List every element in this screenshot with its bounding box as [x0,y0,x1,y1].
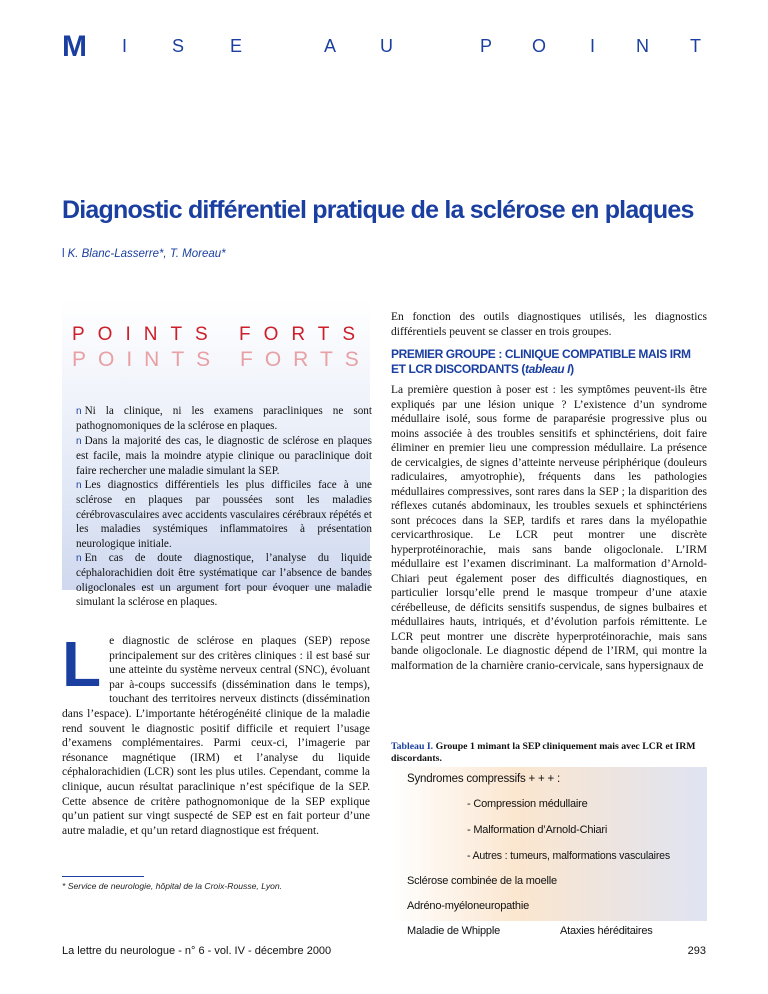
table-label: Tableau I. [391,741,434,752]
table-row: Sclérose combinée de la moelle [407,875,557,887]
intro-paragraph [62,628,370,838]
table-row: - Compression médullaire [467,798,588,810]
right-column-intro [391,310,707,339]
authors [62,248,226,260]
points-forts-heading: POINTS FORTS [72,324,369,345]
section-header [62,30,702,63]
table-row: Syndromes compressifs + + + : [407,773,561,785]
header-letter: I [590,36,596,56]
bullet-icon: n [76,480,82,492]
header-letter: P [480,36,493,56]
section-heading: PREMIER GROUPE : CLINIQUE COMPATIBLE MAIS IRM ET LCR DISCORDANTS (tableau I) [391,347,691,376]
list-item: n Les diagnostics différentiels les plus difficiles face à une sclérose en plaques par poussées sont les maladies cérébrovasculaires avec accidents vasculaires cérébraux répétés et les maladies systémiques inflammatoires à présentation neurologique initiale. [76,479,372,550]
footnote-divider [62,876,144,877]
table-caption [391,741,707,765]
table-reference-link[interactable]: tableau I [525,362,571,376]
header-letter: E [230,36,243,56]
header-letter: O [532,36,547,56]
groups-intro: En fonction des outils diagnostiques utilisés, les diagnostics différentiels peuvent se classer en trois groupes. [391,311,707,338]
intro-text: e diagnostic de sclérose en plaques (SEP) repose principalement sur des critères cliniques : il est basé sur une atteinte du système nerveux central (SNC), évoluant par à-coups successifs (dissémination dans le temps), touchant des territoires nerveux distincts (dissémination dans l’espace). L’importante hétérogénéité clinique de la maladie rend souvent le diagnostic positif difficile et requiert l’usage d’examens complémentaires. Parmi ceux-ci, l’imagerie par résonance magnétique (IRM) et l’analyse du liquide céphalorachidien (LCR) sont les plus utiles. Cependant, comme la clinique, aucun résultat paraclinique n’est spécifique de la SEP. Cette absence de critère pathognomonique de la SEP explique qu’un patient sur vingt suspecté de SEP est en fait porteur d’une autre maladie, et qu’un retard diagnostique est fréquent. [62,635,370,837]
header-letter: I [122,36,128,56]
bullet-icon: n [76,435,82,447]
bullet-icon: n [76,553,82,565]
header-letter: S [172,36,185,56]
list-item: n Dans la majorité des cas, le diagnostic de sclérose en plaques est facile, mais la moindre atypie clinique ou paraclinique doit faire rechercher une maladie simulant la SEP. [76,434,372,477]
table-row: Maladie de Whipple [407,925,501,937]
bullet-icon: n [76,406,82,417]
header-letter: A [324,36,337,56]
journal-footer: La lettre du neurologue - n° 6 - vol. IV - décembre 2000 [62,945,332,957]
table-box [391,767,707,921]
header-letter: T [690,36,701,56]
table-caption-text: Groupe 1 mimant la SEP cliniquement mais avec LCR et IRM discordants. [391,741,696,764]
header-letter: N [636,36,649,56]
author-names: K. Blanc-Lasserre*, T. Moreau* [67,248,226,260]
points-forts-heading-echo: POINTS FORTS [72,348,371,371]
points-forts-list [76,404,372,610]
header-letter: U [380,36,393,56]
table-row: - Autres : tumeurs, malformations vasculaires [467,850,670,862]
list-item: n Ni la clinique, ni les examens paracliniques ne sont pathognomoniques de la sclérose en plaques. [76,405,372,433]
header-letter: M [62,30,87,63]
footnote: * Service de neurologie, hôpital de la Croix-Rousse, Lyon. [62,881,283,891]
article-title: Diagnostic différentiel pratique de la sclérose en plaques [62,196,694,224]
points-forts-box [62,300,372,609]
table-row: Ataxies héréditaires [560,925,653,937]
page-number: 293 [687,945,706,957]
table-row: Adréno-myéloneuropathie [407,900,529,912]
author-bullet: l [62,248,65,260]
section-body: La première question à poser est : les symptômes peuvent-ils être expliqués par une lésion unique ? L’existence d’un syndrome médullaire isolé, sous forme de paraparésie progressive plus ou moins associée à des troubles sensitifs et sphinctériens, doit faire éliminer en premier lieu une compression médullaire. La présence de cervicalgies, de signes d’atteinte nerveuse périphérique (douleurs radiculaires, amyotrophie), fréquents dans les pathologies médullaires compressives, sont rares dans la SEP ; la disparition des réflexes cutanés abdominaux, les troubles sexuels et sphinctériens sont précoces dans la SEP, tardifs et rares dans la myélopathie cervicarthrosique. Le LCR peut montrer une discrète hyperprotéinorachie, mais sans bande oligoclonale. L’IRM médullaire est l’examen discriminant. La malformation d’Arnold-Chiari peut également poser des difficultés diagnostiques, en particulier lorsqu’elle prend le masque trompeur d’une ataxie cérébelleuse, de déficits sensitifs suspendus, de signes bulbaires et médullaires hauts, intriqués, et d’évolution parfois rémittente. Le LCR peut montrer une discrète hyperprotéinorachie, mais sans bande oligoclonale. Le diagnostic dépend de l’IRM, qui montre la malformation de la charnière cranio-cervicale, sans hypersignaux de [391,384,707,672]
table-row: - Malformation d’Arnold-Chiari [467,824,608,836]
list-item: n En cas de doute diagnostique, l’analyse du liquide céphalorachidien doit être systématique car l’absence de bandes oligoclonales est un argument fort pour évoquer une maladie simulant la sclérose en plaques. [76,552,372,609]
drop-cap: L [62,628,102,700]
